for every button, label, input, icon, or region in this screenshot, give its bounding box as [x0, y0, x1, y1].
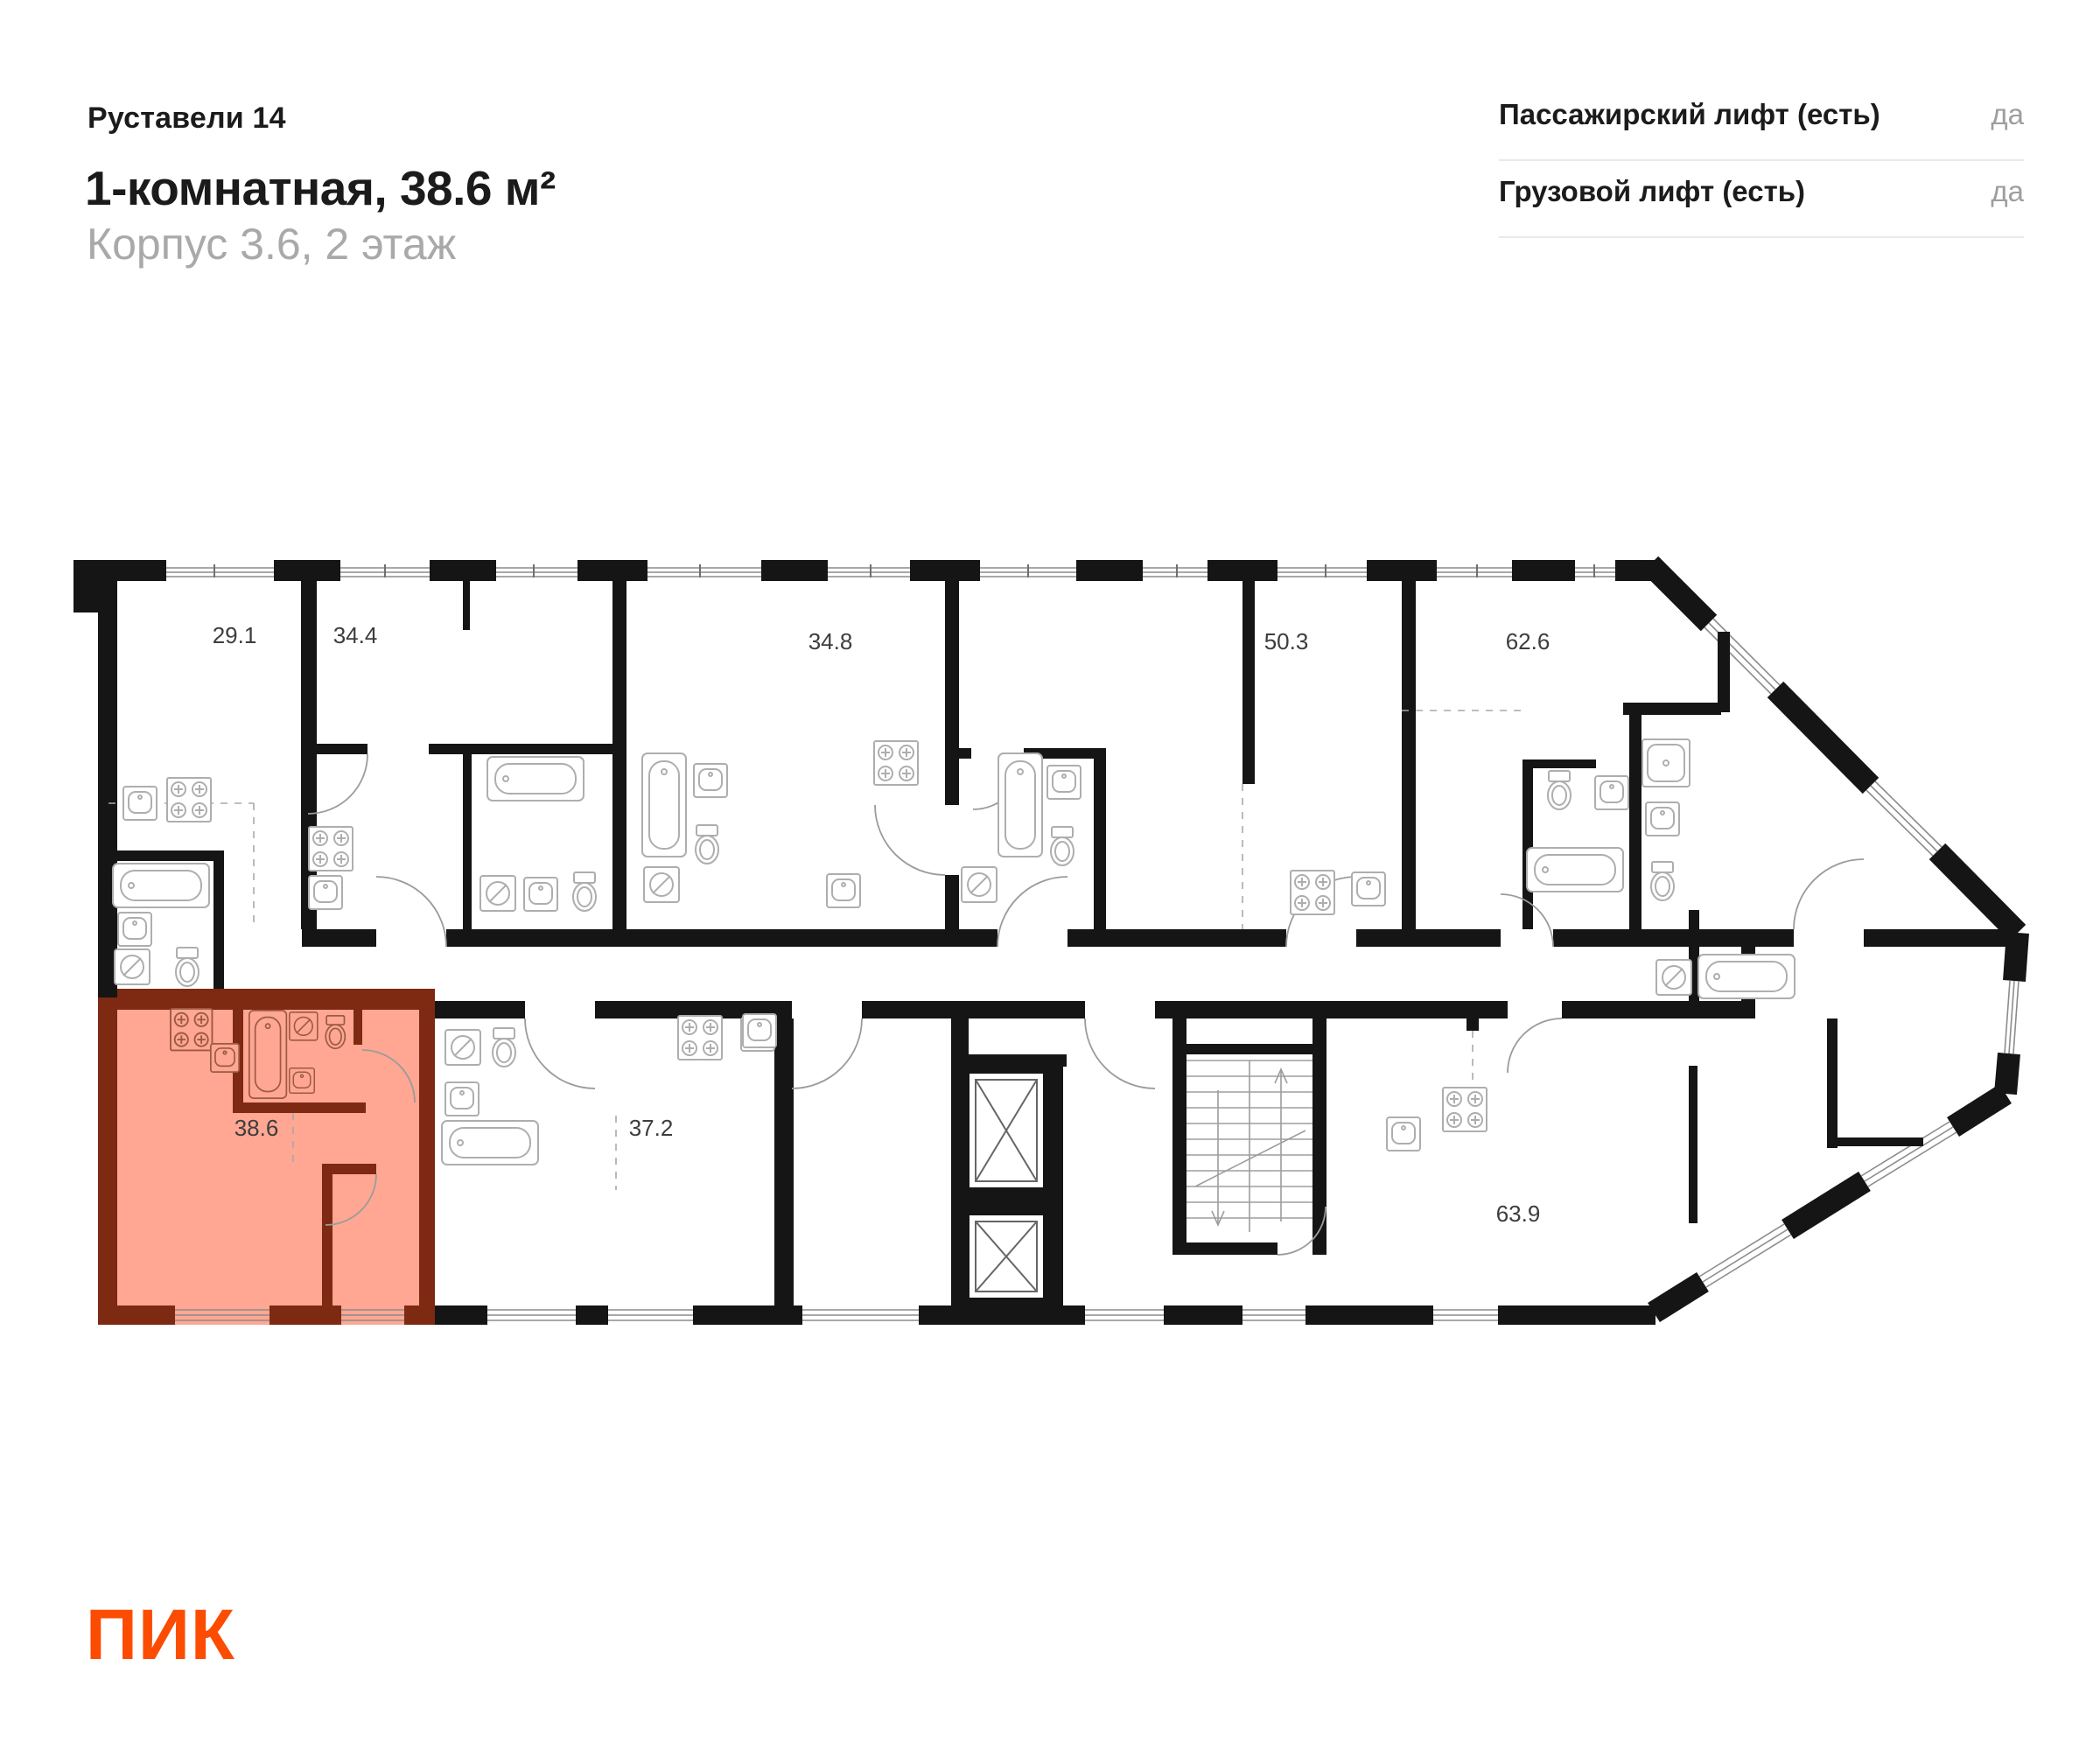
selected-apartment[interactable] — [98, 989, 435, 1325]
cargo-lift-value: да — [1991, 175, 2024, 207]
unit-area-label: 37.2 — [628, 1115, 674, 1141]
passenger-lift-label: Пассажирский лифт (есть) — [1499, 98, 1880, 130]
unit-area-label: 29.1 — [212, 622, 257, 648]
apartment-title: 1-комнатная, 38.6 м² — [85, 161, 556, 215]
passenger-lift-value: да — [1991, 98, 2024, 130]
pik-logo[interactable]: ПИК — [86, 1595, 235, 1675]
unit-area-label: 62.6 — [1505, 628, 1550, 654]
unit-area-label: 34.8 — [808, 628, 853, 654]
apartment-subtitle: Корпус 3.6, 2 этаж — [87, 220, 457, 269]
unit-area-label: 50.3 — [1264, 628, 1309, 654]
elevator-shaft — [965, 1211, 1047, 1302]
elevator-shaft — [965, 1069, 1047, 1192]
selected-unit-area-label[interactable]: 38.6 — [234, 1115, 279, 1141]
staircase — [1186, 1060, 1312, 1232]
unit-area-label: 34.4 — [332, 622, 378, 648]
cargo-lift-label: Грузовой лифт (есть) — [1499, 175, 1806, 207]
building-name: Руставели 14 — [88, 102, 286, 135]
unit-area-label: 63.9 — [1495, 1200, 1541, 1227]
